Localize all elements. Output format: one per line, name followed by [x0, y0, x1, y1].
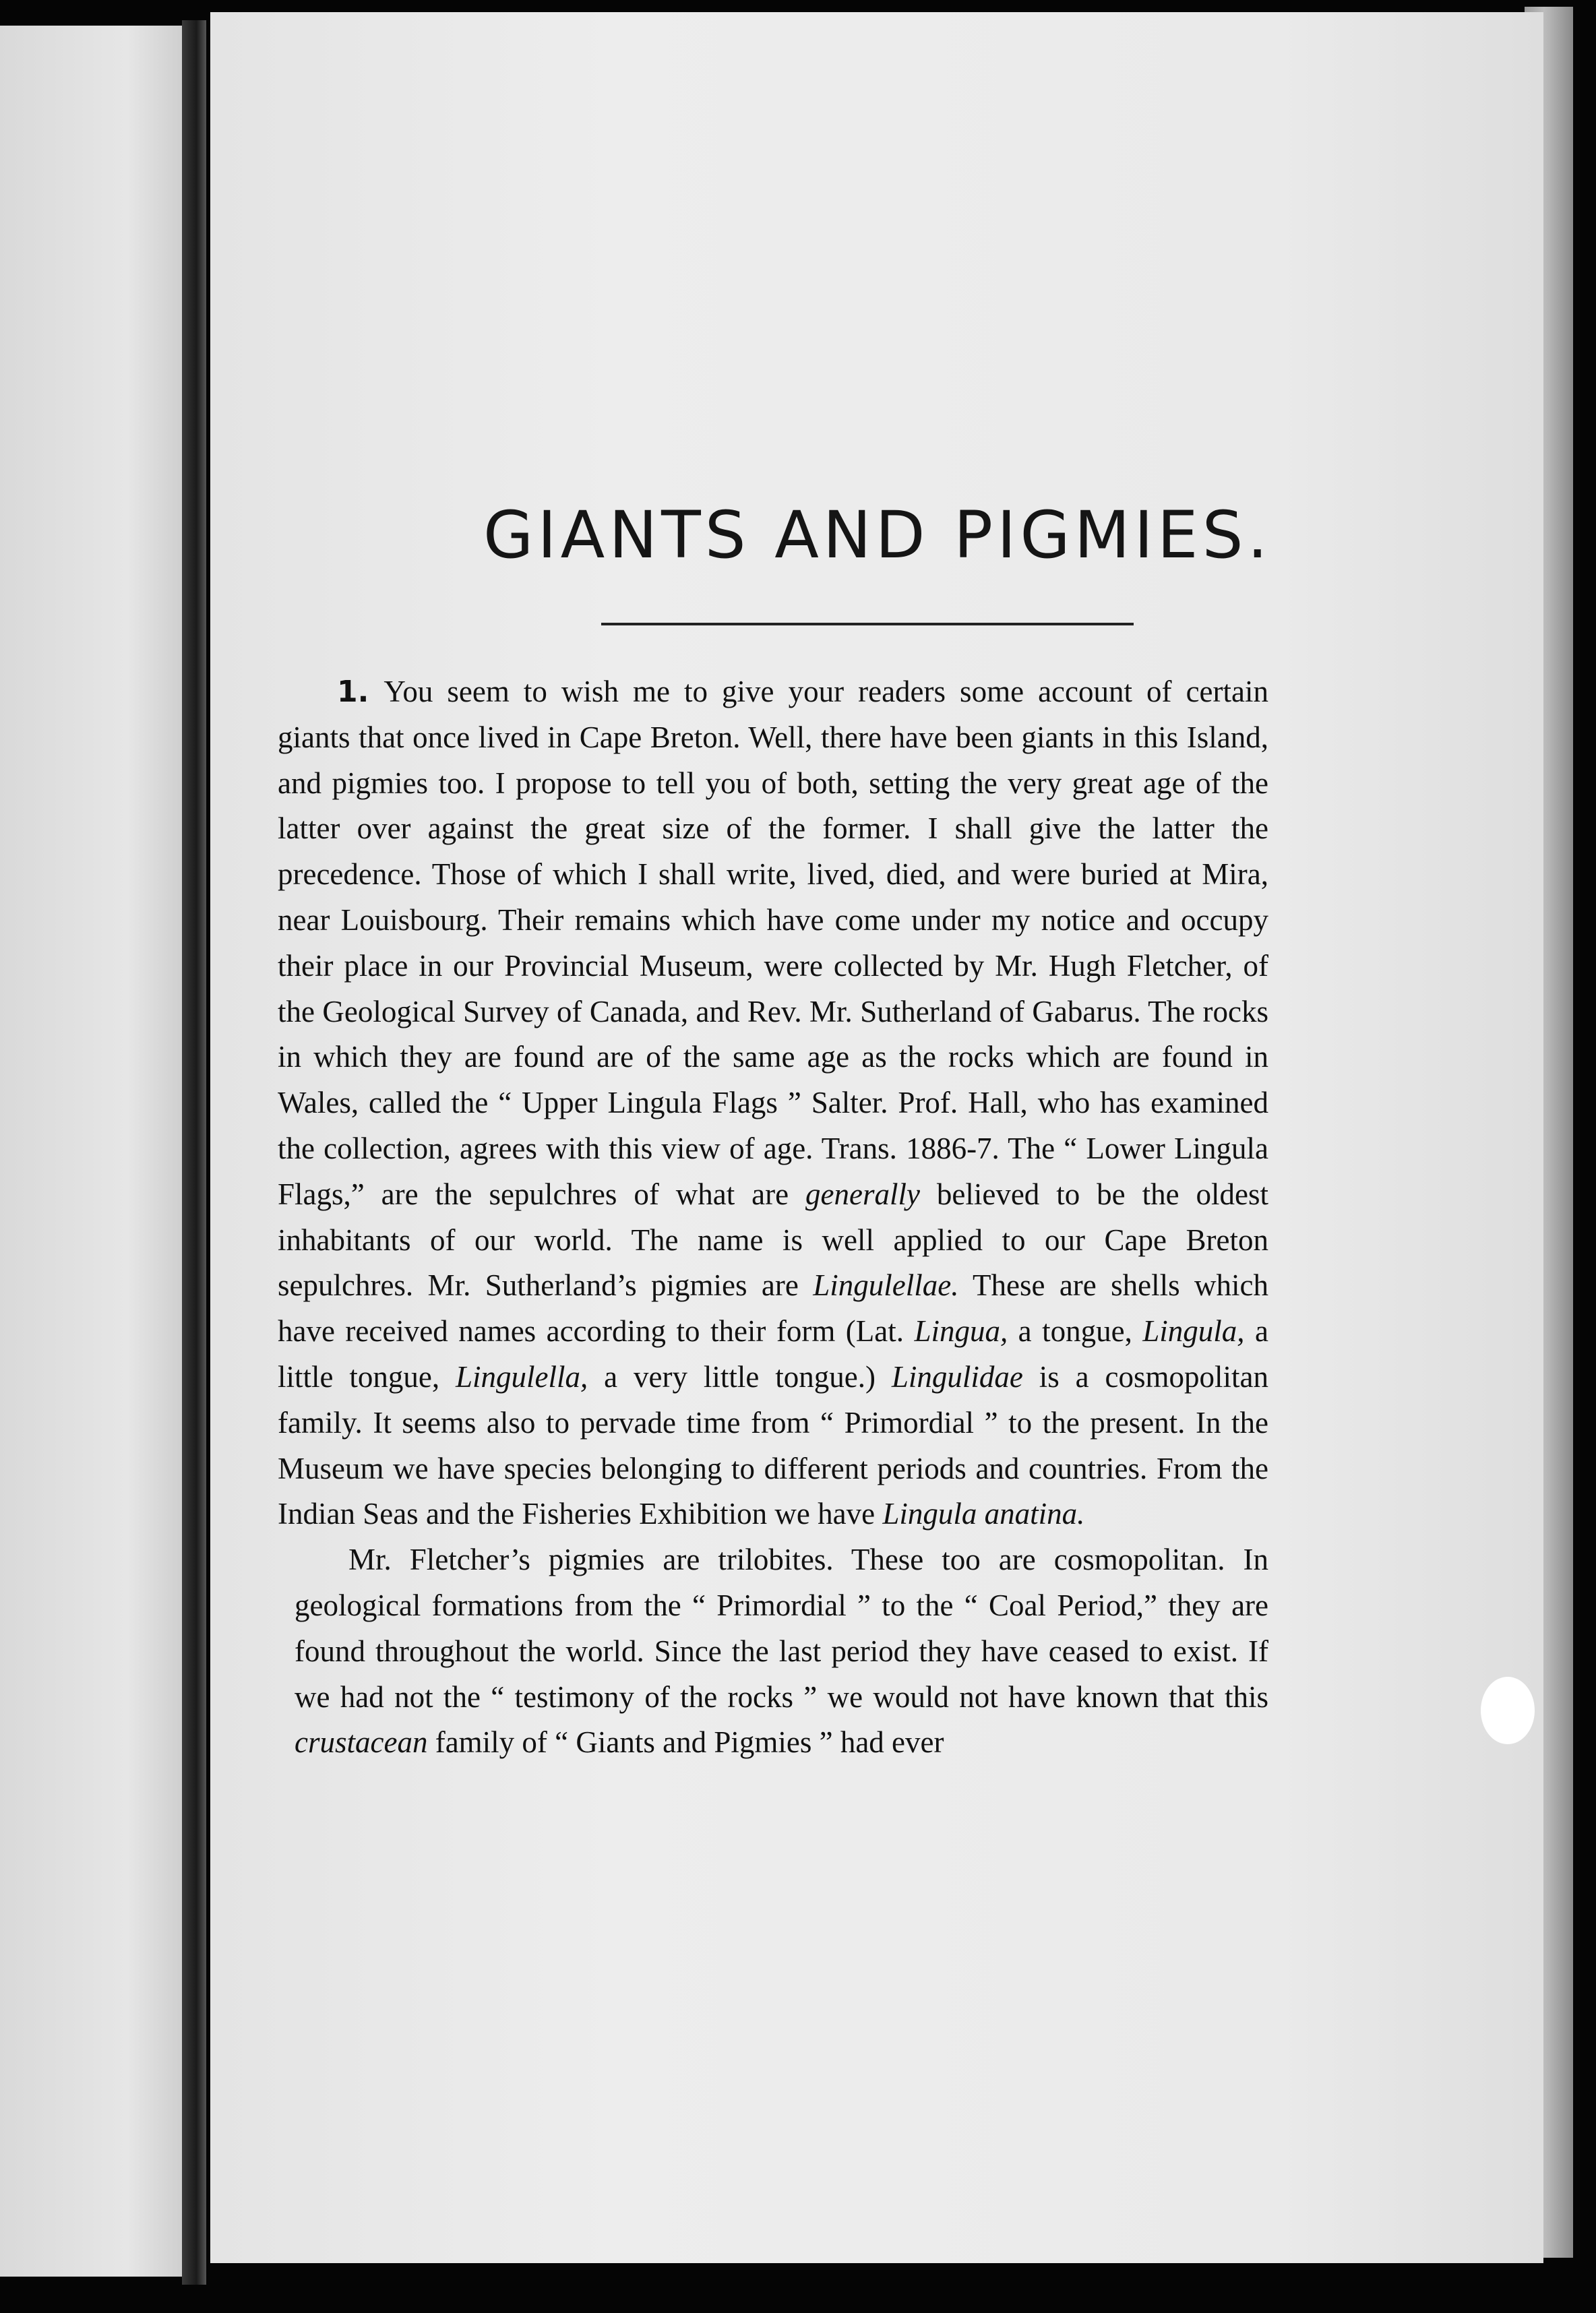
- paragraph-number: 1.: [337, 675, 369, 709]
- paragraph-1-text: [278, 675, 1268, 1531]
- italic-run: Lingula anatina.: [882, 1497, 1085, 1531]
- text-run: a tongue,: [1008, 1314, 1143, 1349]
- body-text: [278, 669, 1268, 1766]
- paragraph-2-text: [295, 1543, 1268, 1759]
- italic-run: crustacean: [295, 1725, 428, 1760]
- text-run: You seem to wish me to give your readers some account of certain giants that once lived in Cape Breton. Well, there have been giants in this Island, and pigmies too. I propose to tell you of both, setting the very great age of the latter over against the great size of the former. I shall give the latter the precedence. Those of which I shall write, lived, died, and were buried at Mira, near Louisbourg. Their remains which have come under my notice and occupy their place in our Provincial Museum, were collected by Mr. Hugh Fletcher, of the Geological Survey of Canada, and Rev. Mr. Sutherland of Gabarus. The rocks in which they are found are of the same age as the rocks which are found in Wales, called the “ Upper Lingula Flags ” Salter. Prof. Hall, who has examined the collection, agrees with this view of age. Trans. 1886-7. The “ Lower Lingula Flags,” are the sepulchres of what are: [278, 675, 1268, 1211]
- title-rule: [601, 623, 1134, 625]
- scan-blemish: [1481, 1677, 1535, 1744]
- text-run: is a cosmopolitan family. It seems also to pervade time from “ Primordial ” to the present. In the Museum we have species belonging to different periods and countries. From the Indian Seas and the Fisheries Exhibition we have: [278, 1359, 1268, 1531]
- text-run: believed to be the oldest inhabitants of our world. The name is well applied to our Cape Breton sepulchres. Mr. Sutherland’s pigmies are: [278, 1177, 1268, 1303]
- text-run: These are shells which have received names according to their form (Lat.: [278, 1268, 1268, 1349]
- italic-run: generally: [805, 1177, 920, 1211]
- paragraph-2: [295, 1537, 1268, 1766]
- page-title: GIANTS AND PIGMIES.: [483, 497, 1272, 573]
- text-run: Mr. Fletcher’s pigmies are trilobites. These too are cosmopolitan. In geological formations from the “ Primordial ” to the “ Coal Period,” they are found throughout the world. Since the last period they have ceased to exist. If we had not the “ testimony of the rocks ” we would not have known that this: [295, 1543, 1268, 1714]
- previous-page-edge: [0, 26, 182, 2277]
- book-page: [210, 12, 1543, 2263]
- italic-run: Lingulellae.: [813, 1268, 959, 1303]
- text-run: family of “ Giants and Pigmies ” had ever: [427, 1725, 944, 1760]
- binding-gutter: [182, 20, 206, 2285]
- text-run: a little tongue,: [278, 1314, 1268, 1394]
- italic-run: Lingulella,: [456, 1359, 588, 1394]
- text-run: a very little tongue.): [588, 1359, 892, 1394]
- italic-run: Lingua,: [914, 1314, 1008, 1349]
- italic-run: Lingula,: [1142, 1314, 1245, 1349]
- paragraph-1: [278, 669, 1268, 1537]
- italic-run: Lingulidae: [891, 1359, 1023, 1394]
